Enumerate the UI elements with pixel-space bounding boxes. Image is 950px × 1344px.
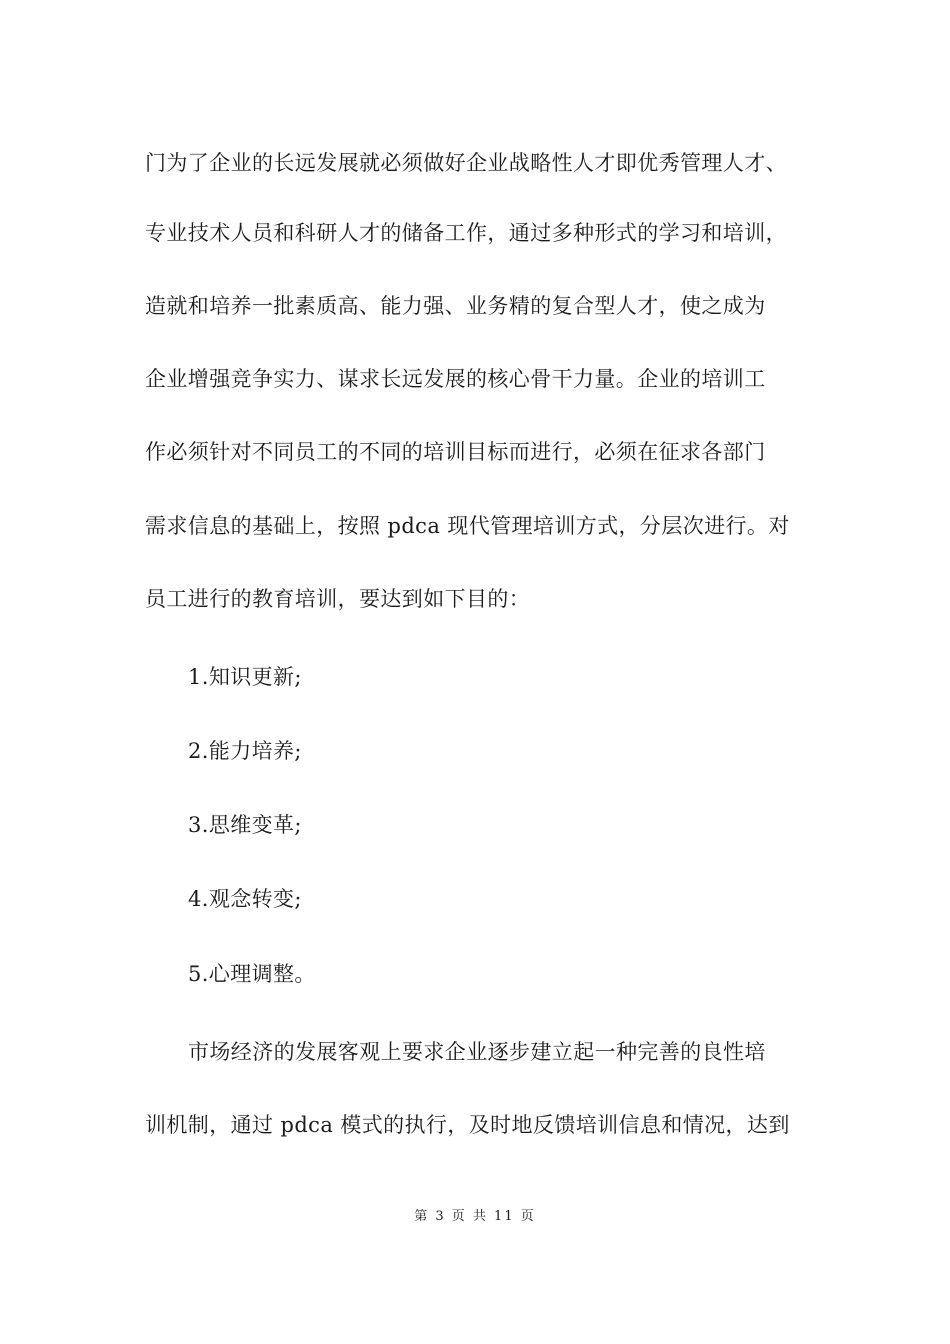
page-footer xyxy=(0,1208,950,1226)
body-line: 造就和培养一批素质高、能力强、业务精的复合型人才，使之成为 xyxy=(145,294,766,318)
body-line: 企业增强竞争实力、谋求长远发展的核心骨干力量。企业的培训工 xyxy=(145,367,766,391)
body-line: 作必须针对不同员工的不同的培训目标而进行，必须在征求各部门 xyxy=(145,440,766,464)
body-line: 专业技术人员和科研人才的储备工作，通过多种形式的学习和培训， xyxy=(145,221,787,245)
list-item: 2.能力培养; xyxy=(188,739,302,763)
body-line: 需求信息的基础上，按照 pdca 现代管理培训方式，分层次进行。对 xyxy=(145,514,790,538)
list-item: 3.思维变革; xyxy=(188,813,302,837)
list-item: 4.观念转变; xyxy=(188,887,302,911)
body-line: 门为了企业的长远发展就必须做好企业战略性人才即优秀管理人才、 xyxy=(145,151,787,175)
list-item: 1.知识更新; xyxy=(188,665,302,689)
page-number-label: 第 3 页 共 11 页 xyxy=(414,1209,536,1224)
body-line: 市场经济的发展客观上要求企业逐步建立起一种完善的良性培 xyxy=(188,1040,766,1064)
list-item: 5.心理调整。 xyxy=(188,962,316,986)
body-line: 训机制，通过 pdca 模式的执行，及时地反馈培训信息和情况，达到 xyxy=(145,1113,790,1137)
body-line: 员工进行的教育培训，要达到如下目的： xyxy=(145,587,531,611)
